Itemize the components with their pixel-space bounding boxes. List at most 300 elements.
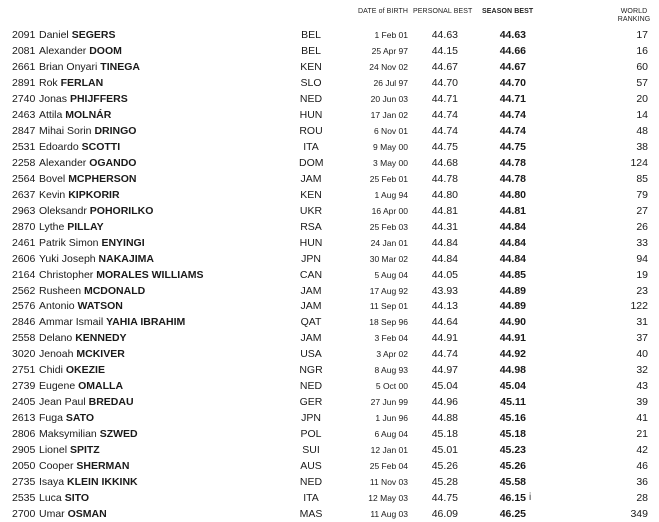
bib-number: 2606 bbox=[12, 252, 36, 265]
date-of-birth: 18 Sep 96 bbox=[369, 317, 408, 328]
date-of-birth: 24 Jan 01 bbox=[370, 237, 408, 248]
world-ranking: 122 bbox=[630, 300, 648, 313]
athlete-name bbox=[39, 330, 289, 346]
date-of-birth: 25 Apr 97 bbox=[371, 45, 408, 56]
world-ranking: 16 bbox=[636, 44, 648, 57]
athlete-name bbox=[39, 251, 289, 267]
nationality: KEN bbox=[300, 60, 322, 73]
table-row bbox=[0, 203, 659, 219]
last-name: SHERMAN bbox=[76, 460, 130, 473]
bib-number: 2535 bbox=[12, 492, 36, 505]
date-of-birth: 5 Oct 00 bbox=[375, 381, 408, 392]
first-name: Alexander bbox=[39, 156, 87, 169]
first-name: Edoardo bbox=[39, 140, 79, 153]
date-of-birth: 17 Jan 02 bbox=[370, 109, 408, 120]
nationality: HUN bbox=[299, 236, 323, 249]
athlete-name bbox=[39, 171, 289, 187]
table-row bbox=[0, 139, 659, 155]
season-best: 46.25 bbox=[499, 508, 526, 521]
athlete-name bbox=[39, 362, 289, 378]
table-row bbox=[0, 267, 659, 283]
athlete-name bbox=[39, 139, 289, 155]
season-best: 44.98 bbox=[499, 364, 526, 377]
table-row bbox=[0, 283, 659, 299]
first-name: Mihai Sorin bbox=[39, 124, 92, 137]
athlete-name bbox=[39, 107, 289, 123]
bib-number: 2531 bbox=[12, 140, 36, 153]
bib-number: 2740 bbox=[12, 92, 36, 105]
date-of-birth: 9 May 00 bbox=[373, 141, 408, 152]
table-row bbox=[0, 43, 659, 59]
world-ranking: 43 bbox=[636, 380, 648, 393]
first-name: Delano bbox=[39, 332, 73, 345]
personal-best: 43.93 bbox=[431, 284, 458, 297]
table-row bbox=[0, 155, 659, 171]
nationality: MAS bbox=[299, 508, 323, 521]
last-name: PILLAY bbox=[67, 220, 104, 233]
first-name: Christopher bbox=[39, 268, 94, 281]
date-of-birth: 25 Feb 04 bbox=[369, 461, 408, 472]
personal-best: 44.15 bbox=[431, 44, 458, 57]
bib-number: 2846 bbox=[12, 316, 36, 329]
table-row bbox=[0, 251, 659, 267]
athlete-name bbox=[39, 27, 289, 43]
date-of-birth: 27 Jun 99 bbox=[370, 397, 408, 408]
first-name: Brian Onyari bbox=[39, 60, 98, 73]
season-best: 45.26 bbox=[499, 460, 526, 473]
personal-best: 45.04 bbox=[431, 380, 458, 393]
date-of-birth: 6 Nov 01 bbox=[373, 125, 408, 136]
personal-best: 44.88 bbox=[431, 412, 458, 425]
date-of-birth: 8 Aug 93 bbox=[374, 365, 408, 376]
first-name: Attila bbox=[39, 108, 63, 121]
season-best: 45.16 bbox=[499, 412, 526, 425]
first-name: Luca bbox=[39, 492, 62, 505]
season-best: 44.84 bbox=[499, 236, 526, 249]
last-name: OSMAN bbox=[67, 508, 107, 521]
last-name: OMALLA bbox=[78, 380, 124, 393]
last-name: PHIJFFERS bbox=[69, 92, 128, 105]
last-name: MCPHERSON bbox=[68, 172, 137, 185]
athlete-name bbox=[39, 91, 289, 107]
first-name: Rusheen bbox=[39, 284, 82, 297]
table-row bbox=[0, 59, 659, 75]
world-ranking: 33 bbox=[636, 236, 648, 249]
first-name: Jenoah bbox=[39, 348, 74, 361]
bib-number: 2905 bbox=[12, 444, 36, 457]
world-ranking: 60 bbox=[636, 60, 648, 73]
personal-best: 44.97 bbox=[431, 364, 458, 377]
nationality: KEN bbox=[300, 188, 322, 201]
last-name: KIPKORIR bbox=[68, 188, 120, 201]
first-name: Chidi bbox=[39, 364, 63, 377]
date-of-birth: 17 Aug 92 bbox=[369, 285, 408, 296]
date-of-birth: 3 Feb 04 bbox=[374, 333, 408, 344]
personal-best: 44.75 bbox=[431, 492, 458, 505]
personal-best: 45.26 bbox=[431, 460, 458, 473]
last-name: DOOM bbox=[89, 44, 122, 57]
first-name: Kevin bbox=[39, 188, 66, 201]
date-of-birth: 1 Feb 01 bbox=[374, 30, 408, 40]
header-world-ranking-line2: RANKING bbox=[617, 16, 651, 23]
athlete-name bbox=[39, 458, 289, 474]
date-of-birth: 30 Mar 02 bbox=[369, 253, 408, 264]
table-row bbox=[0, 330, 659, 346]
athlete-name bbox=[39, 283, 289, 299]
world-ranking: 94 bbox=[636, 252, 648, 265]
table-row bbox=[0, 187, 659, 203]
date-of-birth: 3 Apr 02 bbox=[376, 349, 408, 360]
first-name: Maksymilian bbox=[39, 428, 97, 441]
world-ranking: 124 bbox=[630, 156, 648, 169]
date-of-birth: 6 Aug 04 bbox=[374, 429, 408, 440]
first-name: Alexander bbox=[39, 44, 87, 57]
world-ranking: 19 bbox=[636, 268, 648, 281]
table-row bbox=[0, 107, 659, 123]
header-personal-best: PERSONAL BEST bbox=[413, 8, 473, 15]
table-row bbox=[0, 458, 659, 474]
season-best: 44.91 bbox=[499, 332, 526, 345]
table-row bbox=[0, 474, 659, 490]
personal-best: 44.81 bbox=[431, 204, 458, 217]
last-name: KENNEDY bbox=[75, 332, 127, 345]
first-name: Yuki Joseph bbox=[39, 252, 96, 265]
nationality: NED bbox=[299, 92, 323, 105]
table-row bbox=[0, 378, 659, 394]
personal-best: 44.68 bbox=[431, 156, 458, 169]
last-name: SCOTTI bbox=[81, 140, 121, 153]
season-best: 44.81 bbox=[499, 204, 526, 217]
bib-number: 2637 bbox=[12, 188, 36, 201]
bib-number: 2562 bbox=[12, 284, 36, 297]
first-name: Lythe bbox=[39, 220, 65, 233]
last-name: MCDONALD bbox=[83, 284, 146, 297]
first-name: Patrik Simon bbox=[39, 236, 99, 249]
nationality: HUN bbox=[299, 108, 323, 121]
world-ranking: 349 bbox=[630, 508, 648, 521]
last-name: SEGERS bbox=[71, 29, 116, 41]
last-name: SPITZ bbox=[69, 444, 100, 457]
first-name: Bovel bbox=[39, 172, 66, 185]
first-name: Daniel bbox=[39, 29, 69, 41]
date-of-birth: 1 Jun 96 bbox=[375, 413, 408, 424]
nationality: GER bbox=[299, 396, 323, 409]
athlete-name bbox=[39, 298, 289, 314]
last-name: FERLAN bbox=[60, 76, 104, 89]
season-best: 45.58 bbox=[499, 476, 526, 489]
first-name: Cooper bbox=[39, 460, 74, 473]
last-name: OGANDO bbox=[89, 156, 137, 169]
athlete-name bbox=[39, 235, 289, 251]
bib-number: 2751 bbox=[12, 364, 36, 377]
table-header bbox=[0, 0, 659, 26]
date-of-birth: 11 Aug 03 bbox=[370, 509, 408, 520]
bib-number: 2081 bbox=[12, 44, 36, 57]
personal-best: 44.70 bbox=[431, 76, 458, 89]
athlete-name bbox=[39, 187, 289, 203]
date-of-birth: 11 Sep 01 bbox=[369, 301, 408, 312]
nationality: JPN bbox=[301, 412, 321, 425]
nationality: ITA bbox=[303, 492, 319, 505]
athlete-name bbox=[39, 314, 289, 330]
table-row bbox=[0, 171, 659, 187]
bib-number: 2700 bbox=[12, 508, 36, 521]
table-row bbox=[0, 442, 659, 458]
table-row bbox=[0, 410, 659, 426]
last-name: POHORILKO bbox=[89, 204, 154, 217]
personal-best: 44.84 bbox=[431, 252, 458, 265]
first-name: Eugene bbox=[39, 380, 76, 393]
personal-best: 46.09 bbox=[431, 508, 458, 521]
athlete-name bbox=[39, 267, 289, 283]
date-of-birth: 11 Nov 03 bbox=[369, 477, 408, 488]
nationality: JAM bbox=[300, 172, 322, 185]
bib-number: 2806 bbox=[12, 428, 36, 441]
bib-number: 2564 bbox=[12, 172, 36, 185]
season-best: 45.23 bbox=[499, 444, 526, 457]
world-ranking: 21 bbox=[636, 428, 648, 441]
season-best: 44.84 bbox=[499, 252, 526, 265]
personal-best: 45.18 bbox=[431, 428, 458, 441]
first-name: Oleksandr bbox=[39, 204, 87, 217]
header-world-ranking-line1: WORLD bbox=[620, 8, 648, 15]
last-name: NAKAJIMA bbox=[98, 252, 154, 265]
season-best: 44.90 bbox=[499, 316, 526, 329]
header-date-of-birth: DATE of BIRTH bbox=[358, 8, 409, 15]
date-of-birth: 3 May 00 bbox=[373, 157, 408, 168]
date-of-birth: 25 Feb 03 bbox=[369, 221, 408, 232]
world-ranking: 39 bbox=[636, 396, 648, 409]
nationality: JAM bbox=[300, 300, 322, 313]
date-of-birth: 26 Jul 97 bbox=[373, 77, 408, 88]
world-ranking: 42 bbox=[636, 444, 648, 457]
last-name: DRINGO bbox=[94, 124, 137, 137]
table-row bbox=[0, 235, 659, 251]
nationality: NED bbox=[299, 476, 323, 489]
world-ranking: 20 bbox=[636, 92, 648, 105]
table-row bbox=[0, 27, 659, 43]
nationality: POL bbox=[300, 428, 322, 441]
table-row bbox=[0, 426, 659, 442]
date-of-birth: 1 Aug 94 bbox=[374, 189, 408, 200]
season-best: 44.67 bbox=[499, 60, 526, 73]
personal-best: 44.31 bbox=[431, 220, 458, 233]
personal-best: 44.74 bbox=[431, 348, 458, 361]
nationality: JAM bbox=[300, 332, 322, 345]
table-row bbox=[0, 314, 659, 330]
last-name: TINEGA bbox=[100, 60, 140, 73]
last-name: WATSON bbox=[77, 300, 123, 313]
nationality: BEL bbox=[301, 29, 321, 41]
world-ranking: 26 bbox=[636, 220, 648, 233]
personal-best: 44.64 bbox=[431, 316, 458, 329]
first-name: Isaya bbox=[39, 476, 65, 489]
bib-number: 2739 bbox=[12, 380, 36, 393]
world-ranking: 32 bbox=[636, 364, 648, 377]
athlete-name bbox=[39, 474, 289, 490]
world-ranking: 48 bbox=[636, 124, 648, 137]
first-name: Lionel bbox=[39, 444, 68, 457]
table-row bbox=[0, 490, 659, 506]
last-name: MCKIVER bbox=[76, 348, 125, 361]
athlete-name bbox=[39, 346, 289, 362]
world-ranking: 14 bbox=[636, 108, 648, 121]
date-of-birth: 12 Jan 01 bbox=[370, 445, 408, 456]
bib-number: 2576 bbox=[12, 300, 36, 313]
world-ranking: 28 bbox=[636, 492, 648, 505]
date-of-birth: 24 Nov 02 bbox=[369, 61, 408, 72]
world-ranking: 17 bbox=[636, 29, 648, 41]
bib-number: 2870 bbox=[12, 220, 36, 233]
world-ranking: 37 bbox=[636, 332, 648, 345]
bib-number: 2891 bbox=[12, 76, 36, 89]
athlete-name bbox=[39, 123, 289, 139]
table-row bbox=[0, 123, 659, 139]
nationality: SLO bbox=[300, 76, 322, 89]
nationality: NED bbox=[299, 380, 323, 393]
athlete-name bbox=[39, 155, 289, 171]
table-row bbox=[0, 346, 659, 362]
first-name: Rok bbox=[39, 76, 58, 89]
table-row bbox=[0, 75, 659, 91]
nationality: ITA bbox=[303, 140, 319, 153]
first-name: Umar bbox=[39, 508, 65, 521]
season-best: 44.89 bbox=[499, 300, 526, 313]
season-best: 46.15 bbox=[499, 492, 526, 505]
athlete-name bbox=[39, 490, 289, 506]
table-row bbox=[0, 298, 659, 314]
date-of-birth: 12 May 03 bbox=[368, 493, 408, 504]
athlete-name bbox=[39, 43, 289, 59]
nationality: BEL bbox=[301, 44, 321, 57]
bib-number: 2735 bbox=[12, 476, 36, 489]
athlete-name bbox=[39, 203, 289, 219]
personal-best: 44.75 bbox=[431, 140, 458, 153]
world-ranking: 57 bbox=[636, 76, 648, 89]
athlete-name bbox=[39, 59, 289, 75]
bib-number: 2847 bbox=[12, 124, 36, 137]
season-best: 44.74 bbox=[499, 124, 526, 137]
nationality: JAM bbox=[300, 284, 322, 297]
last-name: OKEZIE bbox=[65, 364, 105, 377]
bib-number: 2463 bbox=[12, 108, 36, 121]
personal-best: 44.67 bbox=[431, 60, 458, 73]
nationality: CAN bbox=[299, 268, 323, 281]
season-best: 44.85 bbox=[499, 268, 526, 281]
world-ranking: 36 bbox=[636, 476, 648, 489]
nationality: RSA bbox=[300, 220, 322, 233]
nationality: SUI bbox=[302, 444, 320, 457]
last-name: MOLNÁR bbox=[65, 108, 112, 121]
nationality: UKR bbox=[299, 204, 323, 217]
bib-number: 2613 bbox=[12, 412, 36, 425]
last-name: SATO bbox=[65, 412, 95, 425]
season-best: 44.63 bbox=[499, 29, 526, 41]
table-row bbox=[0, 91, 659, 107]
season-best: 44.78 bbox=[499, 172, 526, 185]
bib-number: 2091 bbox=[12, 29, 36, 41]
bib-number: 2164 bbox=[12, 268, 36, 281]
world-ranking: 85 bbox=[636, 172, 648, 185]
season-best: 45.04 bbox=[499, 380, 526, 393]
first-name: Ammar Ismail bbox=[39, 316, 104, 329]
athlete-name bbox=[39, 75, 289, 91]
world-ranking: 79 bbox=[636, 188, 648, 201]
table-row bbox=[0, 362, 659, 378]
world-ranking: 31 bbox=[636, 316, 648, 329]
personal-best: 44.91 bbox=[431, 332, 458, 345]
first-name: Fuga bbox=[39, 412, 63, 425]
world-ranking: 38 bbox=[636, 140, 648, 153]
bib-number: 2963 bbox=[12, 204, 36, 217]
bib-number: 2258 bbox=[12, 156, 36, 169]
nationality: DOM bbox=[299, 156, 324, 169]
bib-number: 2661 bbox=[12, 60, 36, 73]
personal-best: 44.74 bbox=[431, 124, 458, 137]
world-ranking: 27 bbox=[636, 204, 648, 217]
personal-best: 44.63 bbox=[431, 29, 458, 41]
last-name: ENYINGI bbox=[101, 236, 145, 249]
date-of-birth: 16 Apr 00 bbox=[371, 205, 408, 216]
personal-best: 44.78 bbox=[431, 172, 458, 185]
header-world-ranking bbox=[616, 8, 652, 24]
season-best: 44.84 bbox=[499, 220, 526, 233]
season-best: 45.11 bbox=[500, 396, 526, 409]
table-row bbox=[0, 219, 659, 235]
personal-best: 44.74 bbox=[431, 108, 458, 121]
athlete-name bbox=[39, 394, 289, 410]
header-season-best: SEASON BEST bbox=[482, 8, 534, 15]
personal-best: 45.28 bbox=[431, 476, 458, 489]
season-best: 44.74 bbox=[499, 108, 526, 121]
first-name: Antonio bbox=[39, 300, 75, 313]
season-best: 44.75 bbox=[499, 140, 526, 153]
athlete-name bbox=[39, 442, 289, 458]
athlete-name bbox=[39, 426, 289, 442]
date-of-birth: 25 Feb 01 bbox=[369, 173, 408, 184]
nationality: NGR bbox=[299, 364, 323, 377]
season-best: 44.66 bbox=[499, 44, 526, 57]
bib-number: 2405 bbox=[12, 396, 36, 409]
nationality: QAT bbox=[300, 316, 322, 329]
athlete-name bbox=[39, 378, 289, 394]
last-name: SZWED bbox=[99, 428, 138, 441]
season-best: 44.80 bbox=[499, 188, 526, 201]
nationality: JPN bbox=[301, 252, 321, 265]
world-ranking: 46 bbox=[636, 460, 648, 473]
bib-number: 2461 bbox=[12, 236, 36, 249]
first-name: Jean Paul bbox=[39, 396, 86, 409]
personal-best: 44.84 bbox=[431, 236, 458, 249]
personal-best: 44.80 bbox=[431, 188, 458, 201]
last-name: BREDAU bbox=[88, 396, 134, 409]
date-of-birth: 5 Aug 04 bbox=[374, 269, 408, 280]
last-name: SITO bbox=[64, 492, 90, 505]
world-ranking: 41 bbox=[636, 412, 648, 425]
entry-list bbox=[0, 27, 659, 522]
world-ranking: 40 bbox=[636, 348, 648, 361]
season-best: 44.71 bbox=[499, 92, 526, 105]
personal-best: 44.96 bbox=[431, 396, 458, 409]
indoor-note: i bbox=[529, 492, 532, 504]
season-best: 45.18 bbox=[499, 428, 526, 441]
season-best: 44.92 bbox=[499, 348, 526, 361]
personal-best: 45.01 bbox=[431, 444, 458, 457]
last-name: YAHIA IBRAHIM bbox=[106, 316, 186, 329]
nationality: ROU bbox=[299, 124, 323, 137]
season-best: 44.89 bbox=[499, 284, 526, 297]
personal-best: 44.71 bbox=[431, 92, 458, 105]
